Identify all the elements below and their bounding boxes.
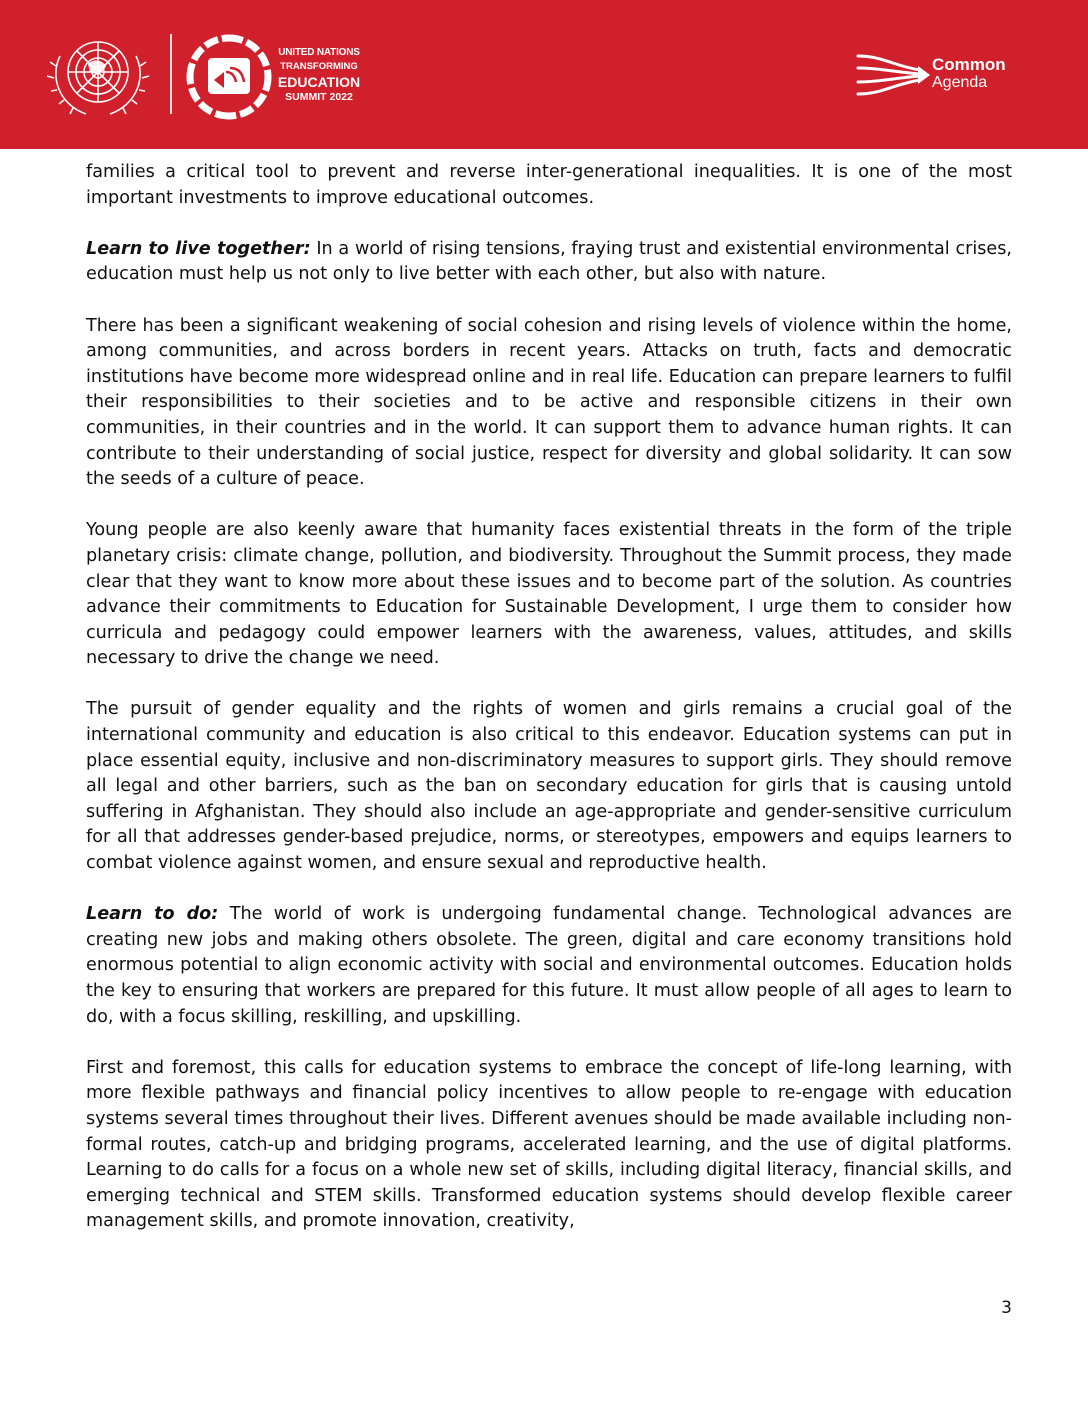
paragraph-5: The pursuit of gender equality and the rights of women and girls remains a crucial goal of the international community and education is also critical to this endeavor. Education systems can put in place essential equity, inclusive and non-discriminatory measures to support girls. They should remove all legal and other barriers, such as the ban on secondary education for girls that is causing untold suffering in Afghanistan. They should also include an age-appropriate and gender-sensitive curriculum for all that addresses gender-based prejudice, norms, or stereotypes, empowers and equips learners to combat violence against women, and ensure sexual and reproductive health.	[86, 699, 1012, 874]
summit-line-4: SUMMIT 2022	[285, 91, 353, 103]
common-agenda-logo-text	[932, 56, 1006, 92]
summit-title	[276, 46, 362, 104]
summit-line-2: TRANSFORMING	[280, 61, 358, 72]
page-number: 3	[1001, 1298, 1012, 1318]
summit-line-1: UNITED NATIONS	[278, 47, 360, 58]
agenda-line-1: Common	[932, 55, 1006, 74]
agenda-line-2: Agenda	[932, 74, 988, 91]
paragraph-7: First and foremost, this calls for education systems to embrace the concept of life-long learning, with more flexible pathways and financial policy incentives to allow people to re-engage with education systems several times throughout their lives. Different avenues should be made available including non-formal routes, catch-up and bridging programs, accelerated learning, and the use of digital platforms. Learning to do calls for a focus on a whole new set of skills, including digital literacy, financial skills, and emerging technical and STEM skills. Transformed education systems should develop flexible career management skills, and promote innovation, creativity,	[86, 1057, 1012, 1232]
paragraph-3: There has been a significant weakening of social cohesion and rising levels of violence within the home, among communities, and across borders in recent years. Attacks on truth, facts and democratic institutions have become more widespread online and in real life. Education can prepare learners to fulfil their responsibilities to their societies and to be active and responsible citizens in their own communities, in their countries and in the world. It can support them to advance human rights. It can contribute to their understanding of social justice, respect for diversity and global solidarity. It can sow the seeds of a culture of peace.	[86, 315, 1012, 490]
paragraph-1: families a critical tool to prevent and reverse inter-generational inequalities. It is one of the most important investments to improve educational outcomes.	[86, 162, 1012, 208]
paragraph-2	[86, 237, 1012, 288]
paragraph-6	[86, 902, 1012, 1030]
lead-live-together: Learn to live together:	[86, 238, 311, 259]
un-emblem-icon	[40, 26, 156, 122]
paragraph-6-text: The world of work is undergoing fundamental change. Technological advances are creating new jobs and making others obsolete. The green, digital and care economy transitions hold enormous potential to align economic activity with social and environmental outcomes. Education holds the key to ensuring that workers are prepared for this future. It must allow people of all ages to learn to do, with a focus skilling, reskilling, and upskilling.	[86, 904, 1013, 1027]
paragraph-4: Young people are also keenly aware that humanity faces existential threats in the form of the triple planetary crisis: climate change, pollution, and biodiversity. Throughout the Summit process, they made clear that they want to know more about these issues and to become part of the solution. As countries advance their commitments to Education for Sustainable Development, I urge them to consider how curricula and pedagogy could empower learners with the awareness, values, attitudes, and skills necessary to drive the change we need.	[86, 520, 1012, 669]
header-divider	[170, 34, 172, 114]
header-banner	[0, 0, 1088, 149]
common-agenda-arrows-icon	[854, 46, 932, 104]
document-body	[86, 160, 1012, 1261]
lead-learn-to-do: Learn to do:	[86, 904, 219, 925]
summit-line-3: EDUCATION	[277, 74, 361, 90]
paragraph-2-text: In a world of rising tensions, fraying trust and existential environmental crises, education must help us not only to live better with each other, but also with nature.	[86, 238, 1012, 285]
summit-logo-icon	[184, 32, 274, 122]
